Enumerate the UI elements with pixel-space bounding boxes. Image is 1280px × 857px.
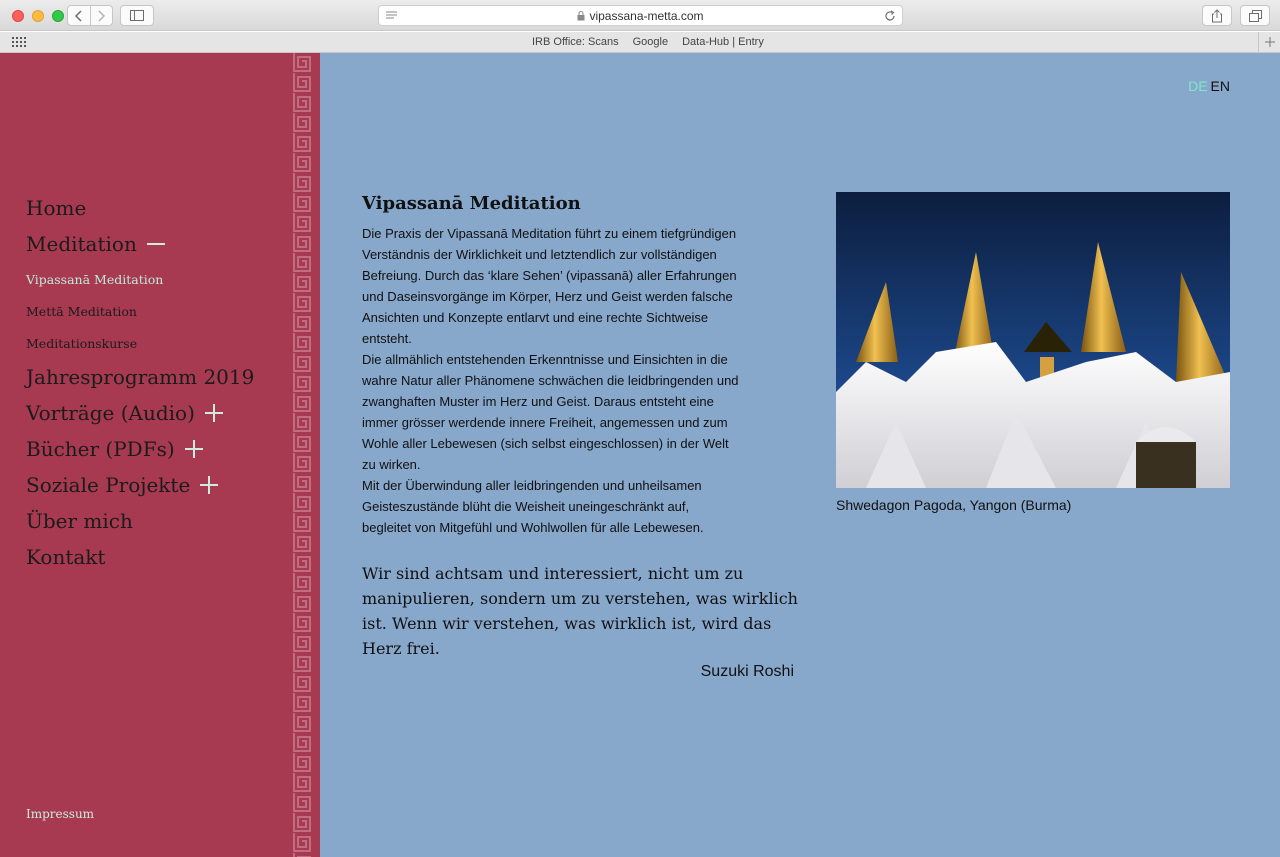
quote-text: Wir sind achtsam und interessiert, nicht um zu manipulieren, sondern um zu verstehen, was wirklich ist. Wenn wir verstehen, was wirklich ist, wird das Herz frei. — [362, 564, 798, 658]
bookmarks-bar — [0, 32, 1280, 53]
impressum-link[interactable]: Impressum — [26, 807, 95, 821]
plus-icon — [1265, 37, 1275, 47]
url-text: vipassana-metta.com — [589, 8, 704, 23]
lock-icon — [577, 11, 585, 21]
bookmark-google[interactable]: Google — [632, 36, 669, 48]
minimize-window-button[interactable] — [32, 10, 44, 22]
reader-icon[interactable] — [386, 11, 397, 20]
plus-icon[interactable] — [205, 404, 223, 422]
body-line: Wohle aller Lebewesen (sich selbst eingeschlossen) in der Welt — [362, 436, 729, 451]
sidebar-icon — [130, 10, 144, 21]
body-line: immer grösser werdende innere Freiheit, angemessen und zum — [362, 415, 728, 430]
body-line: entsteht. — [362, 331, 412, 346]
nav-vortraege[interactable] — [26, 401, 223, 425]
grid-icon[interactable] — [12, 37, 26, 47]
main-content — [320, 53, 1280, 857]
body-line: zu wirken. — [362, 457, 421, 472]
nav-meditationskurse[interactable] — [26, 336, 137, 351]
body-line: begleitet von Mitgefühl und Wohlwollen für alle Lebewesen. — [362, 520, 704, 535]
nav-meditation[interactable] — [26, 232, 165, 256]
nav-soziale-projekte-label: Soziale Projekte — [26, 473, 191, 497]
article-body — [362, 223, 782, 538]
nav-ueber-mich[interactable] — [26, 509, 133, 533]
body-line: Die Praxis der Vipassanā Meditation führt zu einem tiefgründigen — [362, 226, 737, 241]
nav-buecher[interactable] — [26, 437, 203, 461]
lang-en-link[interactable]: EN — [1210, 78, 1230, 94]
close-window-button[interactable] — [12, 10, 24, 22]
address-bar[interactable] — [378, 5, 903, 26]
photo-caption: Shwedagon Pagoda, Yangon (Burma) — [836, 497, 1072, 513]
nav-meditationskurse-label: Meditationskurse — [26, 336, 138, 351]
nav-jahresprogramm-label: Jahresprogramm 2019 — [26, 365, 255, 389]
nav-metta[interactable] — [26, 304, 137, 319]
quote-author: Suzuki Roshi — [700, 663, 794, 680]
language-switcher — [1188, 78, 1230, 94]
bookmark-data-hub[interactable]: Data-Hub | Entry — [682, 36, 764, 48]
bookmark-list — [532, 36, 764, 48]
browser-titlebar — [0, 0, 1280, 31]
plus-icon[interactable] — [200, 476, 218, 494]
body-line: Mit der Überwindung aller leidbringenden und unheilsamen — [362, 478, 702, 493]
pagoda-photo — [836, 192, 1230, 488]
nav-vipassana-label: Vipassanā Meditation — [26, 272, 164, 287]
sidebar-toggle-button[interactable] — [120, 5, 154, 26]
body-line: und Daseinsvorgänge im Körper, Herz und Geist werden falsche — [362, 289, 733, 304]
forward-button[interactable] — [90, 6, 113, 25]
zoom-window-button[interactable] — [52, 10, 64, 22]
nav-jahresprogramm[interactable] — [26, 365, 254, 389]
tabs-overview-button[interactable] — [1240, 5, 1270, 26]
nav-kontakt-label: Kontakt — [26, 545, 106, 569]
body-line: Befreiung. Durch das ‘klare Sehen’ (vipassanā) aller Erfahrungen — [362, 268, 737, 283]
back-button[interactable] — [68, 6, 90, 25]
article-title: Vipassanā Meditation — [362, 193, 581, 214]
sidebar — [0, 53, 320, 857]
nav-soziale-projekte[interactable] — [26, 473, 218, 497]
chevron-right-icon — [96, 10, 106, 22]
share-button[interactable] — [1202, 5, 1232, 26]
minus-icon[interactable] — [147, 235, 165, 253]
body-line: wahre Natur aller Phänomene schwächen die leidbringenden und — [362, 373, 739, 388]
nav-buecher-label: Bücher (PDFs) — [26, 437, 175, 461]
chevron-left-icon — [74, 10, 84, 22]
web-page — [0, 53, 1280, 857]
body-line: Ansichten und Konzepte entlarvt und eine rechte Sichtweise — [362, 310, 709, 325]
nav-ueber-mich-label: Über mich — [26, 509, 133, 533]
meander-border-ornament — [292, 53, 312, 857]
nav-kontakt[interactable] — [26, 545, 105, 569]
lang-de-link[interactable]: DE — [1188, 78, 1208, 94]
tabs-icon — [1249, 10, 1262, 22]
body-line: zwanghaften Muster im Herz und Geist. Daraus entsteht eine — [362, 394, 714, 409]
plus-icon[interactable] — [185, 440, 203, 458]
article — [362, 193, 798, 681]
nav-home[interactable] — [26, 196, 86, 220]
body-line: Geisteszustände blüht die Weisheit uneingeschränkt auf, — [362, 499, 690, 514]
nav-vipassana[interactable] — [26, 272, 163, 287]
history-nav — [67, 5, 113, 26]
share-icon — [1211, 9, 1223, 23]
reload-icon[interactable] — [884, 10, 896, 22]
nav-vortraege-label: Vorträge (Audio) — [26, 401, 195, 425]
body-line: Die allmählich entstehenden Erkenntnisse und Einsichten in die — [362, 352, 728, 367]
body-line: Verständnis der Wirklichkeit und letztendlich zur vollständigen — [362, 247, 717, 262]
nav-home-label: Home — [26, 196, 87, 220]
new-tab-button[interactable] — [1258, 32, 1280, 52]
nav-meditation-label: Meditation — [26, 232, 137, 256]
nav-metta-label: Mettā Meditation — [26, 304, 137, 319]
bookmark-irb-office[interactable]: IRB Office: Scans — [532, 36, 619, 48]
